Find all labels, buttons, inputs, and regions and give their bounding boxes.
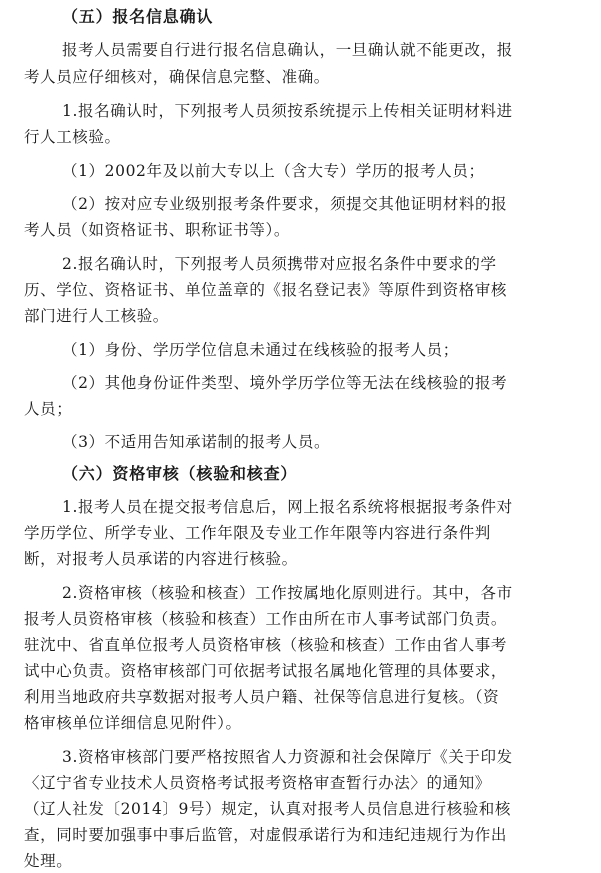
paragraph-line: 试中心负责。资格审核部门可依据考试报名属地化管理的具体要求， bbox=[24, 662, 508, 680]
paragraph-line: 报考人员需要自行进行报名信息确认，一旦确认就不能更改，报 bbox=[62, 41, 513, 59]
section-heading-5: （五）报名信息确认 bbox=[62, 7, 214, 26]
paragraph-line: （辽人社发〔2014〕9号）规定，认真对报考人员信息进行核验和核 bbox=[24, 800, 512, 818]
paragraph-line: 考人员应仔细核对，确保信息完整、准确。 bbox=[24, 68, 330, 86]
paragraph-line: （2）其他身份证件类型、境外学历学位等无法在线核验的报考 bbox=[62, 374, 508, 392]
section-heading-6: （六）资格审核（核验和核查） bbox=[62, 464, 298, 483]
paragraph-line: 考人员（如资格证书、职称证书等）。 bbox=[24, 221, 290, 239]
paragraph-line: 人员； bbox=[24, 400, 73, 418]
paragraph-line: （2）按对应专业级别报考条件要求，须提交其他证明材料的报 bbox=[62, 195, 508, 213]
paragraph-line: 利用当地政府共享数据对报考人员户籍、社保等信息进行复核。（资 bbox=[24, 688, 500, 706]
paragraph-line: 断，对报考人员承诺的内容进行核验。 bbox=[24, 550, 298, 568]
paragraph-line: 〈辽宁省专业技术人员资格考试报考资格审查暂行办法〉的通知》 bbox=[24, 774, 491, 792]
paragraph-line: 报考人员资格审核（核验和核查）工作由所在市人事考试部门负责。 bbox=[24, 610, 508, 628]
paragraph-line: 3.资格审核部门要严格按照省人力资源和社会保障厅《关于印发 bbox=[62, 748, 513, 766]
paragraph-line: 驻沈中、省直单位报考人员资格审核（核验和核查）工作由省人事考 bbox=[24, 636, 508, 654]
paragraph-line: 查，同时要加强事中事后监管，对虚假承诺行为和违纪违规行为作出 bbox=[24, 826, 508, 844]
paragraph-line: 处理。 bbox=[24, 852, 73, 870]
paragraph-line: 格审核单位详细信息见附件）。 bbox=[24, 714, 242, 732]
paragraph-line: 2.资格审核（核验和核查）工作按属地化原则进行。其中，各市 bbox=[62, 584, 513, 602]
paragraph-line: 学历学位、所学专业、工作年限及专业工作年限等内容进行条件判 bbox=[24, 524, 491, 542]
paragraph-line: 行人工核验。 bbox=[24, 128, 121, 146]
paragraph-line: 历、学位、资格证书、单位盖章的《报名登记表》等原件到资格审核 bbox=[24, 281, 508, 299]
paragraph-line: 1.报名确认时，下列报考人员须按系统提示上传相关证明材料进 bbox=[62, 102, 513, 120]
paragraph-line: 1.报考人员在提交报考信息后，网上报名系统将根据报考条件对 bbox=[62, 498, 513, 516]
paragraph-line: （1）身份、学历学位信息未通过在线核验的报考人员； bbox=[62, 341, 459, 359]
paragraph-line: 部门进行人工核验。 bbox=[24, 307, 169, 325]
paragraph-line: 2.报名确认时，下列报考人员须携带对应报名条件中要求的学 bbox=[62, 255, 497, 273]
paragraph-line: （3）不适用告知承诺制的报考人员。 bbox=[62, 433, 331, 451]
paragraph-line: （1）2002年及以前大专以上（含大专）学历的报考人员； bbox=[62, 162, 485, 180]
